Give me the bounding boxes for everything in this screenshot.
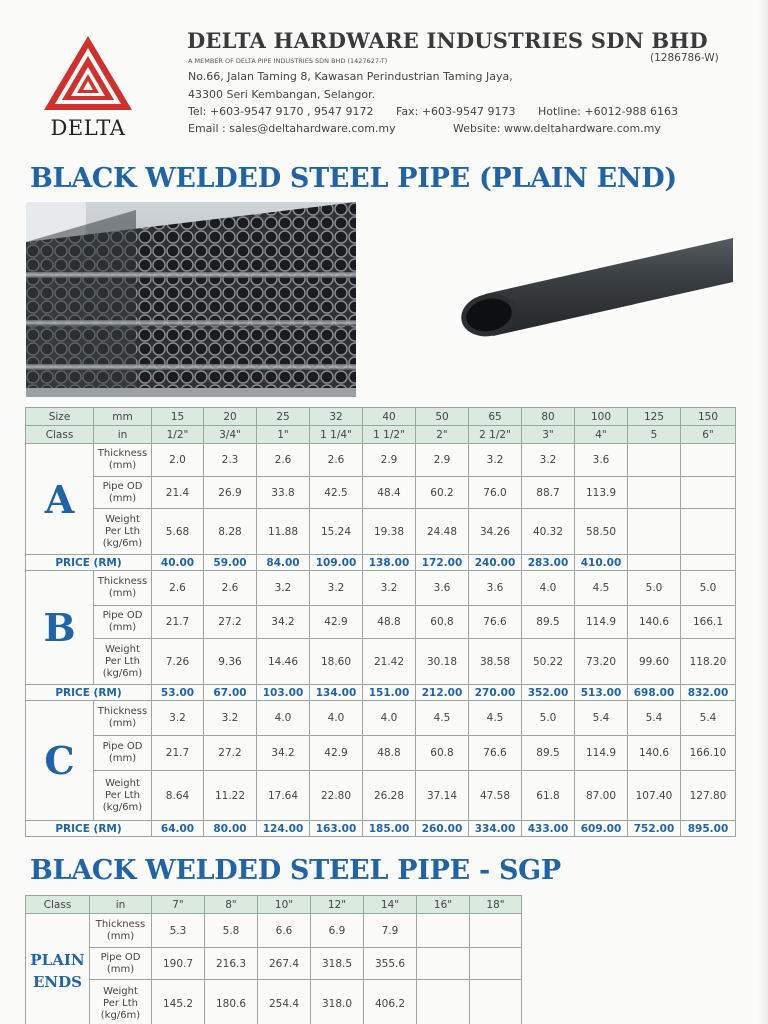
weight-cell: 61.8 bbox=[522, 771, 575, 821]
class-grade-c: C bbox=[26, 701, 94, 821]
sgp-od-label-line: Pipe OD bbox=[100, 951, 141, 963]
pipe-od-cell: 27.2 bbox=[204, 606, 257, 639]
size-mm-cell: 125 bbox=[628, 408, 681, 426]
weight-cell: 40.32 bbox=[522, 509, 575, 555]
sgp-thickness-label bbox=[90, 914, 152, 948]
thickness-label-line: Thickness bbox=[97, 706, 148, 717]
thickness-label bbox=[94, 701, 152, 736]
sgp-thickness-cell: 7.9 bbox=[364, 914, 417, 948]
size-mm-cell: 80 bbox=[522, 408, 575, 426]
pipe-od-cell: 89.5 bbox=[522, 736, 575, 771]
sgp-thickness-cell bbox=[417, 914, 470, 948]
pipe-stack-photo bbox=[26, 202, 356, 397]
sgp-thickness-cell: 6.6 bbox=[258, 914, 311, 948]
logo-text: DELTA bbox=[50, 116, 126, 140]
hotline-number: Hotline: +6012-988 6163 bbox=[538, 105, 679, 118]
price-label: PRICE (RM) bbox=[26, 685, 152, 701]
price-cell: 832.00 bbox=[681, 685, 736, 701]
thickness-cell: 3.6 bbox=[469, 571, 522, 606]
address-line-2: 43300 Seri Kembangan, Selangor. bbox=[188, 88, 376, 101]
price-cell bbox=[628, 555, 681, 571]
address-line-1: No.66, Jalan Taming 8, Kawasan Perindustrian Taming Jaya, bbox=[188, 70, 513, 83]
weight-label-line: Weight bbox=[105, 643, 140, 655]
pipe-od-cell: 21.4 bbox=[152, 477, 204, 509]
weight-cell: 5.68 bbox=[152, 509, 204, 555]
size-in-cell: 2 1/2" bbox=[469, 426, 522, 444]
sgp-weight-cell: 145.2 bbox=[152, 980, 205, 1024]
pipe-od-cell: 42.5 bbox=[310, 477, 363, 509]
plain-ends-line: PLAIN bbox=[30, 950, 85, 969]
weight-cell: 73.20 bbox=[575, 639, 628, 685]
weight-cell: 37.14 bbox=[416, 771, 469, 821]
sgp-weight-cell: 180.6 bbox=[205, 980, 258, 1024]
size-mm-cell: 65 bbox=[469, 408, 522, 426]
price-cell: 752.00 bbox=[628, 821, 681, 837]
pipe-od-label-line: (mm) bbox=[108, 492, 137, 504]
sgp-thickness-row bbox=[26, 914, 522, 948]
thickness-cell: 5.4 bbox=[681, 701, 736, 736]
thickness-cell: 3.2 bbox=[310, 571, 363, 606]
plain-ends-line: ENDS bbox=[33, 972, 82, 991]
thickness-cell: 2.6 bbox=[204, 571, 257, 606]
weight-cell: 24.48 bbox=[416, 509, 469, 555]
weight-cell bbox=[681, 509, 736, 555]
price-cell: 109.00 bbox=[310, 555, 363, 571]
weight-cell: 15.24 bbox=[310, 509, 363, 555]
price-cell: 609.00 bbox=[575, 821, 628, 837]
fax-number: Fax: +603-9547 9173 bbox=[396, 105, 516, 118]
thickness-cell: 3.2 bbox=[152, 701, 204, 736]
price-cell: 134.00 bbox=[310, 685, 363, 701]
thickness-cell: 2.6 bbox=[310, 444, 363, 477]
sgp-od-cell bbox=[417, 948, 470, 980]
thickness-label-line: Thickness bbox=[97, 448, 148, 459]
pipe-od-cell: 42.9 bbox=[310, 736, 363, 771]
weight-cell: 58.50 bbox=[575, 509, 628, 555]
pipe-od-cell: 114.9 bbox=[575, 606, 628, 639]
sgp-size-cell: 8" bbox=[205, 896, 258, 914]
size-in-cell: 3" bbox=[522, 426, 575, 444]
thickness-label-line: (mm) bbox=[108, 460, 137, 471]
thickness-cell: 2.6 bbox=[152, 571, 204, 606]
pipe-od-label-line: (mm) bbox=[108, 753, 137, 764]
price-label: PRICE (RM) bbox=[26, 821, 152, 837]
weight-cell: 7.26 bbox=[152, 639, 204, 685]
price-cell bbox=[681, 555, 736, 571]
sgp-thickness-label-line: (mm) bbox=[106, 930, 135, 942]
price-cell: 64.00 bbox=[152, 821, 204, 837]
pipe-od-label bbox=[94, 736, 152, 771]
email-address: Email : sales@deltahardware.com.my bbox=[188, 122, 396, 135]
pipe-od-cell: 34.2 bbox=[257, 736, 310, 771]
website-address: Website: www.deltahardware.com.my bbox=[453, 122, 661, 135]
class-grade-a: A bbox=[26, 444, 94, 555]
weight-row bbox=[26, 771, 736, 821]
thickness-cell: 3.2 bbox=[257, 571, 310, 606]
weight-label-line: Weight bbox=[105, 513, 140, 525]
sgp-weight-label-line: (kg/6m) bbox=[100, 1009, 141, 1021]
pipe-od-cell: 34.2 bbox=[257, 606, 310, 639]
weight-cell: 47.58 bbox=[469, 771, 522, 821]
pipe-od-cell: 26.9 bbox=[204, 477, 257, 509]
sgp-class-label: Class bbox=[26, 896, 90, 914]
weight-cell: 22.80 bbox=[310, 771, 363, 821]
price-cell: 163.00 bbox=[310, 821, 363, 837]
size-label: Size bbox=[26, 408, 94, 426]
weight-cell: 107.40 bbox=[628, 771, 681, 821]
weight-cell: 18.60 bbox=[310, 639, 363, 685]
pipe-od-cell: 21.7 bbox=[152, 736, 204, 771]
pipe-od-cell: 76.6 bbox=[469, 736, 522, 771]
sgp-in-label: in bbox=[90, 896, 152, 914]
pipe-od-cell: 21.7 bbox=[152, 606, 204, 639]
pipe-od-cell: 140.6 bbox=[628, 606, 681, 639]
thickness-label-line: (mm) bbox=[108, 588, 137, 599]
size-mm-cell: 15 bbox=[152, 408, 204, 426]
weight-cell: 127.80 bbox=[681, 771, 736, 821]
sgp-od-cell: 318.5 bbox=[311, 948, 364, 980]
pipe-od-label-line: Pipe OD bbox=[102, 741, 143, 752]
pipe-od-label bbox=[94, 477, 152, 509]
sgp-weight-label bbox=[90, 980, 152, 1024]
pipe-od-label-line: (mm) bbox=[108, 622, 137, 633]
sgp-thickness-cell: 5.8 bbox=[205, 914, 258, 948]
pipe-od-cell: 48.8 bbox=[363, 736, 416, 771]
sgp-weight-cell bbox=[417, 980, 470, 1024]
size-in-cell: 6" bbox=[681, 426, 736, 444]
weight-row bbox=[26, 639, 736, 685]
price-cell: 67.00 bbox=[204, 685, 257, 701]
member-line: A MEMBER OF DELTA PIPE INDUSTRIES SDN BHD (1427627-T) bbox=[188, 57, 388, 65]
weight-cell: 11.22 bbox=[204, 771, 257, 821]
weight-cell: 87.00 bbox=[575, 771, 628, 821]
pipe-od-row bbox=[26, 477, 736, 509]
size-mm-cell: 40 bbox=[363, 408, 416, 426]
thickness-cell: 2.9 bbox=[363, 444, 416, 477]
pipe-od-cell bbox=[681, 477, 736, 509]
size-mm-cell: 20 bbox=[204, 408, 257, 426]
thickness-cell: 3.6 bbox=[575, 444, 628, 477]
pipe-od-cell: 48.4 bbox=[363, 477, 416, 509]
price-cell: 185.00 bbox=[363, 821, 416, 837]
weight-label-line: Weight bbox=[105, 777, 140, 789]
thickness-cell: 3.2 bbox=[522, 444, 575, 477]
sgp-weight-cell: 254.4 bbox=[258, 980, 311, 1024]
sgp-thickness-cell: 6.9 bbox=[311, 914, 364, 948]
pipe-od-cell: 113.9 bbox=[575, 477, 628, 509]
sgp-weight-row bbox=[26, 980, 522, 1024]
thickness-cell: 5.4 bbox=[628, 701, 681, 736]
pipe-od-cell: 48.8 bbox=[363, 606, 416, 639]
pipe-od-row bbox=[26, 606, 736, 639]
sgp-weight-label-line: Per Lth bbox=[103, 997, 138, 1009]
thickness-cell: 5.0 bbox=[522, 701, 575, 736]
sgp-size-cell: 16" bbox=[417, 896, 470, 914]
pipe-od-cell: 60.8 bbox=[416, 606, 469, 639]
class-label: Class bbox=[26, 426, 94, 444]
weight-cell: 14.46 bbox=[257, 639, 310, 685]
size-mm-cell: 32 bbox=[310, 408, 363, 426]
weight-cell: 118.20 bbox=[681, 639, 736, 685]
price-cell: 513.00 bbox=[575, 685, 628, 701]
sgp-od-cell: 190.7 bbox=[152, 948, 205, 980]
weight-cell: 21.42 bbox=[363, 639, 416, 685]
thickness-cell: 4.5 bbox=[416, 701, 469, 736]
sgp-od-cell: 355.6 bbox=[364, 948, 417, 980]
thickness-cell: 4.0 bbox=[257, 701, 310, 736]
price-cell: 172.00 bbox=[416, 555, 469, 571]
pipe-od-row bbox=[26, 736, 736, 771]
sgp-size-cell: 12" bbox=[311, 896, 364, 914]
thickness-cell: 3.2 bbox=[363, 571, 416, 606]
size-in-cell: 1 1/2" bbox=[363, 426, 416, 444]
price-cell: 260.00 bbox=[416, 821, 469, 837]
pipe-od-cell: 89.5 bbox=[522, 606, 575, 639]
weight-label-line: Per Lth bbox=[105, 525, 140, 537]
pipe-od-cell: 33.8 bbox=[257, 477, 310, 509]
price-cell: 103.00 bbox=[257, 685, 310, 701]
thickness-cell: 5.0 bbox=[681, 571, 736, 606]
price-cell: 59.00 bbox=[204, 555, 257, 571]
thickness-label bbox=[94, 571, 152, 606]
size-mm-row bbox=[26, 408, 736, 426]
thickness-row bbox=[26, 444, 736, 477]
weight-label bbox=[94, 509, 152, 555]
pipe-od-label-line: Pipe OD bbox=[102, 480, 143, 492]
pipe-od-cell bbox=[628, 477, 681, 509]
price-cell: 40.00 bbox=[152, 555, 204, 571]
tel-number: Tel: +603-9547 9170 , 9547 9172 bbox=[188, 105, 374, 118]
sgp-size-cell: 18" bbox=[470, 896, 522, 914]
price-cell: 84.00 bbox=[257, 555, 310, 571]
pipe-od-cell: 76.0 bbox=[469, 477, 522, 509]
weight-label-line: (kg/6m) bbox=[102, 537, 143, 549]
in-label: in bbox=[94, 426, 152, 444]
sgp-thickness-cell bbox=[470, 914, 522, 948]
weight-label-line: (kg/6m) bbox=[102, 667, 143, 679]
pipe-od-cell: 166.1 bbox=[681, 606, 736, 639]
thickness-cell: 2.0 bbox=[152, 444, 204, 477]
weight-label bbox=[94, 639, 152, 685]
pipe-od-cell: 140.6 bbox=[628, 736, 681, 771]
weight-cell: 38.58 bbox=[469, 639, 522, 685]
sgp-od-label-line: (mm) bbox=[106, 963, 135, 975]
weight-label-line: (kg/6m) bbox=[102, 801, 143, 813]
size-mm-cell: 50 bbox=[416, 408, 469, 426]
pipe-od-cell: 88.7 bbox=[522, 477, 575, 509]
price-cell: 151.00 bbox=[363, 685, 416, 701]
weight-cell: 34.26 bbox=[469, 509, 522, 555]
thickness-cell: 5.0 bbox=[628, 571, 681, 606]
thickness-cell: 4.5 bbox=[575, 571, 628, 606]
price-cell: 410.00 bbox=[575, 555, 628, 571]
pipe-od-cell: 27.2 bbox=[204, 736, 257, 771]
price-cell: 895.00 bbox=[681, 821, 736, 837]
sgp-table bbox=[25, 895, 522, 1024]
price-cell: 698.00 bbox=[628, 685, 681, 701]
triangle-logo-icon bbox=[42, 34, 134, 114]
weight-row bbox=[26, 509, 736, 555]
pipe-od-cell: 76.6 bbox=[469, 606, 522, 639]
thickness-cell: 5.4 bbox=[575, 701, 628, 736]
company-name: DELTA HARDWARE INDUSTRIES SDN BHD bbox=[187, 28, 708, 53]
thickness-row bbox=[26, 571, 736, 606]
plain-end-price-table bbox=[25, 407, 736, 837]
thickness-cell: 4.0 bbox=[310, 701, 363, 736]
pipe-od-cell: 60.8 bbox=[416, 736, 469, 771]
price-cell: 53.00 bbox=[152, 685, 204, 701]
price-row bbox=[26, 685, 736, 701]
price-cell: 334.00 bbox=[469, 821, 522, 837]
thickness-cell: 3.2 bbox=[469, 444, 522, 477]
weight-cell: 30.18 bbox=[416, 639, 469, 685]
thickness-label bbox=[94, 444, 152, 477]
sgp-weight-cell bbox=[470, 980, 522, 1024]
pipe-od-cell: 42.9 bbox=[310, 606, 363, 639]
section-title-sgp: BLACK WELDED STEEL PIPE - SGP bbox=[30, 855, 561, 886]
price-label: PRICE (RM) bbox=[26, 555, 152, 571]
sgp-weight-cell: 406.2 bbox=[364, 980, 417, 1024]
weight-label bbox=[94, 771, 152, 821]
plain-ends-label bbox=[26, 914, 90, 1024]
thickness-label-line: Thickness bbox=[97, 576, 148, 587]
size-in-cell: 3/4" bbox=[204, 426, 257, 444]
class-in-row bbox=[26, 426, 736, 444]
thickness-cell: 2.3 bbox=[204, 444, 257, 477]
pipe-od-cell: 60.2 bbox=[416, 477, 469, 509]
price-cell: 433.00 bbox=[522, 821, 575, 837]
sgp-od-cell bbox=[470, 948, 522, 980]
thickness-cell bbox=[628, 444, 681, 477]
pipe-od-label-line: Pipe OD bbox=[102, 610, 143, 621]
pipe-od-cell: 114.9 bbox=[575, 736, 628, 771]
price-row bbox=[26, 821, 736, 837]
pipe-od-label bbox=[94, 606, 152, 639]
thickness-cell: 2.9 bbox=[416, 444, 469, 477]
price-cell: 212.00 bbox=[416, 685, 469, 701]
class-grade-b: B bbox=[26, 571, 94, 685]
pipe-od-cell: 166.10 bbox=[681, 736, 736, 771]
sgp-size-cell: 10" bbox=[258, 896, 311, 914]
sgp-weight-label-line: Weight bbox=[103, 985, 138, 997]
mm-label: mm bbox=[94, 408, 152, 426]
sgp-size-cell: 14" bbox=[364, 896, 417, 914]
sgp-od-cell: 267.4 bbox=[258, 948, 311, 980]
weight-cell: 8.28 bbox=[204, 509, 257, 555]
weight-label-line: Per Lth bbox=[105, 789, 140, 801]
weight-cell bbox=[628, 509, 681, 555]
sgp-od-cell: 216.3 bbox=[205, 948, 258, 980]
price-cell: 283.00 bbox=[522, 555, 575, 571]
size-in-cell: 1/2" bbox=[152, 426, 204, 444]
price-cell: 138.00 bbox=[363, 555, 416, 571]
weight-cell: 50.22 bbox=[522, 639, 575, 685]
size-in-cell: 5 bbox=[628, 426, 681, 444]
size-mm-cell: 25 bbox=[257, 408, 310, 426]
single-pipe-image bbox=[455, 232, 737, 342]
size-mm-cell: 150 bbox=[681, 408, 736, 426]
size-in-cell: 2" bbox=[416, 426, 469, 444]
section-title-plain-end: BLACK WELDED STEEL PIPE (PLAIN END) bbox=[30, 163, 677, 194]
thickness-cell: 4.5 bbox=[469, 701, 522, 736]
weight-cell: 19.38 bbox=[363, 509, 416, 555]
page-edge-shadow bbox=[758, 0, 768, 1024]
sgp-od-label bbox=[90, 948, 152, 980]
price-row bbox=[26, 555, 736, 571]
company-reg-no: (1286786-W) bbox=[650, 52, 719, 64]
sgp-header-row bbox=[26, 896, 522, 914]
size-in-cell: 1 1/4" bbox=[310, 426, 363, 444]
thickness-cell: 3.2 bbox=[204, 701, 257, 736]
sgp-thickness-cell: 5.3 bbox=[152, 914, 205, 948]
thickness-cell: 3.6 bbox=[416, 571, 469, 606]
thickness-cell: 4.0 bbox=[522, 571, 575, 606]
price-cell: 240.00 bbox=[469, 555, 522, 571]
thickness-cell: 2.6 bbox=[257, 444, 310, 477]
weight-cell: 11.88 bbox=[257, 509, 310, 555]
weight-cell: 8.64 bbox=[152, 771, 204, 821]
weight-cell: 26.28 bbox=[363, 771, 416, 821]
thickness-row bbox=[26, 701, 736, 736]
company-logo bbox=[36, 34, 140, 138]
price-cell: 270.00 bbox=[469, 685, 522, 701]
thickness-cell bbox=[681, 444, 736, 477]
weight-cell: 9.36 bbox=[204, 639, 257, 685]
sgp-od-row bbox=[26, 948, 522, 980]
price-cell: 352.00 bbox=[522, 685, 575, 701]
price-cell: 124.00 bbox=[257, 821, 310, 837]
size-mm-cell: 100 bbox=[575, 408, 628, 426]
sgp-size-cell: 7" bbox=[152, 896, 205, 914]
sgp-thickness-label-line: Thickness bbox=[95, 918, 146, 930]
weight-label-line: Per Lth bbox=[105, 655, 140, 667]
size-in-cell: 4" bbox=[575, 426, 628, 444]
thickness-label-line: (mm) bbox=[108, 718, 137, 729]
thickness-cell: 4.0 bbox=[363, 701, 416, 736]
weight-cell: 99.60 bbox=[628, 639, 681, 685]
size-in-cell: 1" bbox=[257, 426, 310, 444]
weight-cell: 17.64 bbox=[257, 771, 310, 821]
price-cell: 80.00 bbox=[204, 821, 257, 837]
sgp-weight-cell: 318.0 bbox=[311, 980, 364, 1024]
